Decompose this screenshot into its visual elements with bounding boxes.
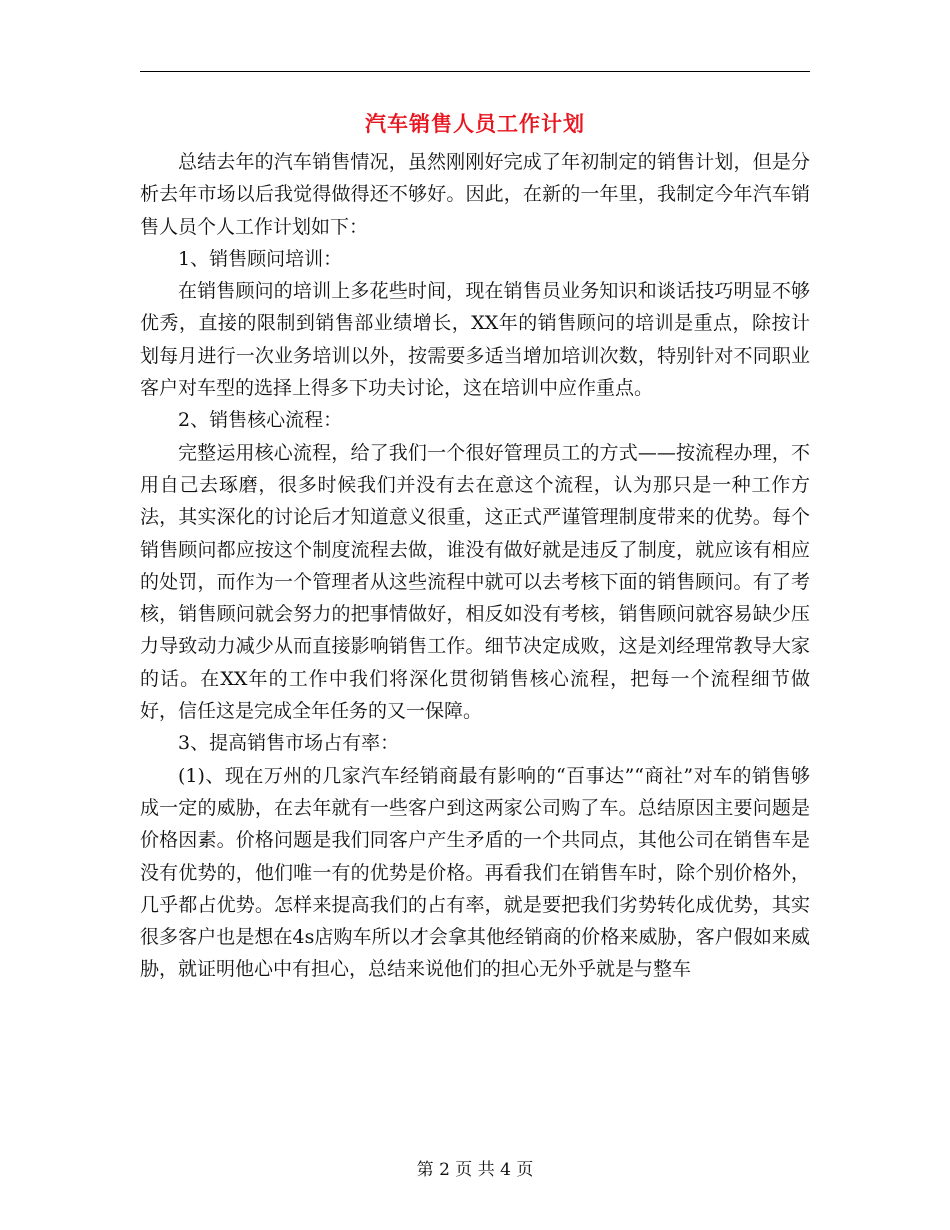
- paragraph-market-share: (1)、现在万州的几家汽车经销商最有影响的“百事达”“商社”对车的销售够成一定的威胁，在去年就有一些客户到这两家公司购了车。总结原因主要问题是价格因素。价格问题是我们同客户产生矛盾的一个共同点，其他公司在销售车是没有优势的，他们唯一有的优势是价格。再看我们在销售车时，除个别价格外，几乎都占优势。怎样来提高我们的占有率，就是要把我们劣势转化成优势，其实很多客户也是想在4s店购车所以才会拿其他经销商的价格来威胁，客户假如来威胁，就证明他心中有担心，总结来说他们的担心无外乎就是与整车: [140, 764, 810, 981]
- paragraph-intro: 总结去年的汽车销售情况，虽然刚刚好完成了年初制定的销售计划，但是分析去年市场以后我觉得做得还不够好。因此，在新的一年里，我制定今年汽车销售人员个人工作计划如下：: [140, 151, 810, 238]
- header-rule: [140, 71, 810, 72]
- document-body: [140, 146, 810, 986]
- section-heading-core-process: 2、销售核心流程：: [178, 409, 343, 432]
- paragraph-core-process: 完整运用核心流程，给了我们一个很好管理员工的方式——按流程办理，不用自己去琢磨，很多时候我们并没有去在意这个流程，认为那只是一种工作方法，其实深化的讨论后才知道意义很重，这正式严谨管理制度带来的优势。每个销售顾问都应按这个制度流程去做，谁没有做好就是违反了制度，就应该有相应的处罚，而作为一个管理者从这些流程中就可以去考核下面的销售顾问。有了考核，销售顾问就会努力的把事情做好，相反如没有考核，销售顾问就容易缺少压力导致动力减少从而直接影响销售工作。细节决定成败，这是刘经理常教导大家的话。在XX年的工作中我们将深化贯彻销售核心流程，把每一个流程细节做好，信任这是完成全年任务的又一保障。: [140, 441, 810, 723]
- page-title: 汽车销售人员工作计划: [365, 111, 585, 136]
- section-heading-training: 1、销售顾问培训：: [178, 247, 343, 270]
- page-number-label: 第 2 页 共 4 页: [416, 1160, 534, 1180]
- page-footer: [0, 1155, 950, 1180]
- paragraph-training: 在销售顾问的培训上多花些时间，现在销售员业务知识和谈话技巧明显不够优秀，直接的限制到销售部业绩增长，XX年的销售顾问的培训是重点，除按计划每月进行一次业务培训以外，按需要多适当增加培训次数，特别针对不同职业客户对车型的选择上得多下功夫讨论，这在培训中应作重点。: [140, 280, 810, 400]
- section-heading-market-share: 3、提高销售市场占有率：: [178, 732, 400, 755]
